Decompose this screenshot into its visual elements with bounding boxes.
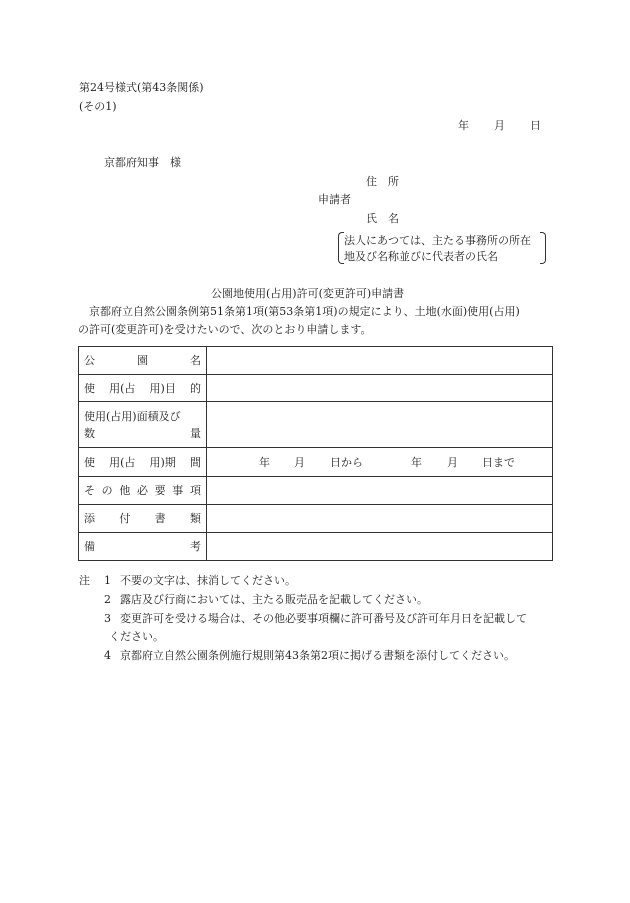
table-row <box>79 448 553 477</box>
label-char: 用(占 <box>109 455 136 469</box>
date-month-label: 月 <box>494 119 505 132</box>
row-label-area-quantity <box>79 402 207 448</box>
other-matters-field[interactable] <box>207 477 553 505</box>
table-row <box>79 347 553 375</box>
period-from-day: 日から <box>330 456 363 469</box>
note-text: 不要の文字は、抹消してください。 <box>120 574 296 587</box>
label-char: 類 <box>189 512 201 525</box>
label-char: 要 <box>154 484 166 497</box>
note-text: 変更許可を受ける場合は、その他必要事項欄に許可番号及び許可年月日を記載して <box>120 612 527 625</box>
label-char: そ <box>84 484 95 497</box>
address-label: 住 所 <box>366 175 399 188</box>
intro-line1: 京都府立自然公園条例第51条第1項(第53条第1項)の規定により、土地(水面)使用(占用) <box>89 305 520 318</box>
date-day-label: 日 <box>530 119 541 132</box>
label-char: 考 <box>190 540 201 553</box>
form-sub-number: (その1) <box>79 100 117 113</box>
label-char: 使 <box>84 455 95 469</box>
table-row <box>79 477 553 505</box>
row-label-purpose <box>79 375 207 402</box>
label-char: 名 <box>190 354 201 367</box>
label-char: 用)期 <box>149 455 176 469</box>
row-label-park-name <box>79 347 207 375</box>
label-char: 使 <box>84 381 95 395</box>
label-char: 園 <box>137 354 148 367</box>
addressee: 京都府知事 様 <box>104 156 181 169</box>
row-label-other-matters <box>79 477 207 505</box>
label-char: 付 <box>119 512 131 525</box>
notes-prefix: 注 <box>79 574 90 587</box>
period-from-month: 月 <box>294 456 305 469</box>
corporation-note-bracket <box>338 232 546 264</box>
applicant-label: 申請者 <box>318 193 351 206</box>
period-from-year: 年 <box>259 456 270 469</box>
period-to-day: 日まで <box>482 456 515 469</box>
label-char: 間 <box>189 455 201 469</box>
label-line: 使用(占用)面積及び <box>84 409 181 423</box>
label-char: の <box>101 484 113 497</box>
purpose-field[interactable] <box>207 375 553 402</box>
label-char: 添 <box>84 512 95 525</box>
label-char: 項 <box>189 484 201 497</box>
note-text: 露店及び行商においては、主たる販売品を記載してください。 <box>120 593 428 606</box>
period-to-month: 月 <box>447 456 458 469</box>
application-table <box>78 346 553 561</box>
label-char: 他 <box>119 484 131 497</box>
date-year-label: 年 <box>458 119 469 132</box>
note-number: 2 <box>104 593 111 606</box>
park-name-field[interactable] <box>207 347 553 375</box>
name-label: 氏 名 <box>366 212 399 225</box>
corporation-note-line1: 法人にあつては、主たる事務所の所在 <box>344 234 531 247</box>
label-char: 必 <box>136 484 148 497</box>
table-row <box>79 533 553 561</box>
table-row <box>79 375 553 402</box>
intro-line2: の許可(変更許可)を受けたいので、次のとおり申請します。 <box>78 323 372 336</box>
right-bracket <box>540 232 546 264</box>
attachments-field[interactable] <box>207 505 553 533</box>
row-label-period <box>79 448 207 477</box>
document-title: 公園地使用(占用)許可(変更許可)申請書 <box>211 287 405 300</box>
area-quantity-field[interactable] <box>207 402 553 448</box>
note-text-continuation: ください。 <box>109 630 164 643</box>
label-char: 数 <box>84 426 95 440</box>
note-number: 1 <box>104 574 111 587</box>
label-char: 用(占 <box>109 381 136 395</box>
label-char: 的 <box>189 381 201 395</box>
form-number: 第24号様式(第43条関係) <box>79 81 204 94</box>
corporation-note-line2: 地及び名称並びに代表者の氏名 <box>344 250 498 263</box>
remarks-field[interactable] <box>207 533 553 561</box>
table-row <box>79 505 553 533</box>
note-text: 京都府立自然公園条例施行規則第43条第2項に掲げる書類を添付してください。 <box>120 649 515 662</box>
label-char: 事 <box>172 484 184 497</box>
label-char: 用)目 <box>149 381 176 395</box>
note-number: 3 <box>104 612 111 625</box>
table-row <box>79 402 553 448</box>
label-char: 書 <box>154 512 166 525</box>
label-char: 量 <box>190 426 201 440</box>
row-label-remarks <box>79 533 207 561</box>
row-label-attachments <box>79 505 207 533</box>
label-char: 備 <box>84 540 95 553</box>
label-char: 公 <box>84 354 95 367</box>
note-number: 4 <box>104 649 111 662</box>
period-to-year: 年 <box>411 456 422 469</box>
period-field[interactable] <box>207 448 553 477</box>
